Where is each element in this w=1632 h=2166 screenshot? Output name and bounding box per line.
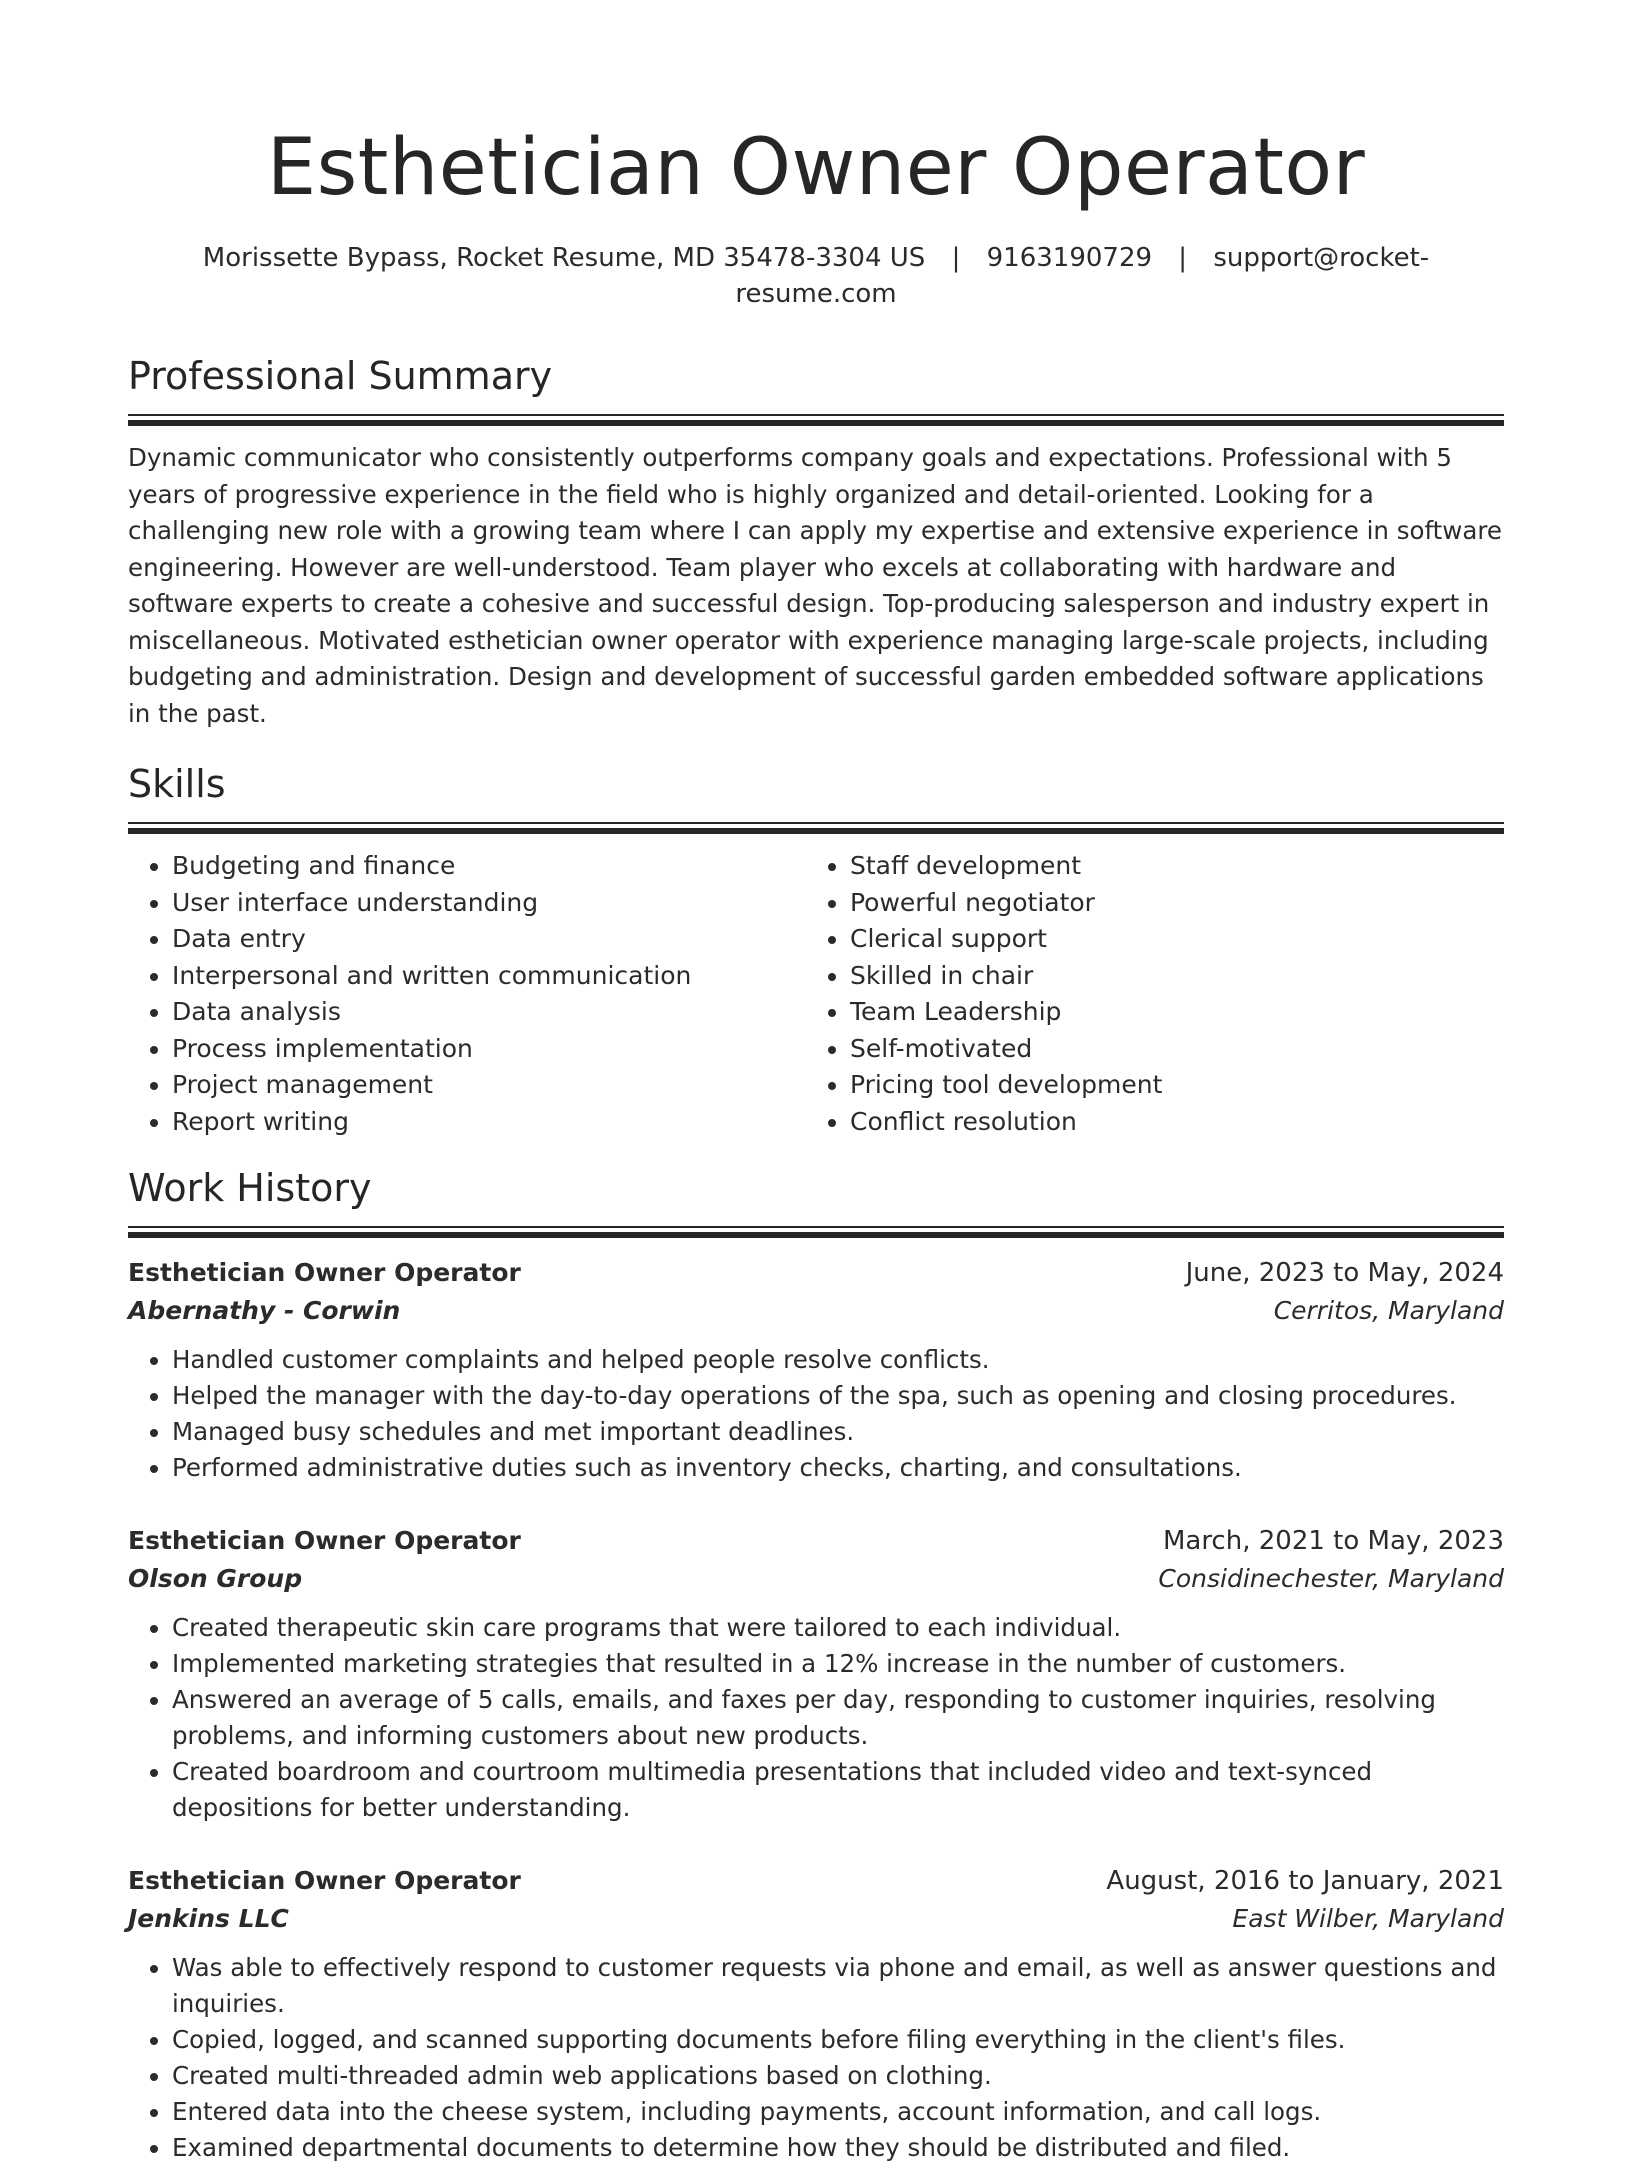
job-duty: • Examined departmental documents to determine how they should be distributed and filed. bbox=[172, 2130, 1504, 2166]
job-duty: • Was able to effectively respond to customer requests via phone and email, as well as answer questions and inquiries. bbox=[172, 1950, 1504, 2022]
job-entry bbox=[128, 1522, 1504, 1826]
summary-heading: Professional Summary bbox=[128, 354, 553, 398]
work-history-heading: Work History bbox=[128, 1166, 372, 1210]
job-duty: • Managed busy schedules and met important deadlines. bbox=[172, 1414, 1504, 1450]
job-duty: • Handled customer complaints and helped people resolve conflicts. bbox=[172, 1342, 1504, 1378]
job-entry bbox=[128, 1254, 1504, 1486]
section-divider bbox=[128, 1226, 1504, 1238]
job-duty: • Entered data into the cheese system, including payments, account information, and call logs. bbox=[172, 2094, 1504, 2130]
skill-item: • Data entry bbox=[172, 921, 806, 958]
contact-phone: 9163190729 bbox=[986, 243, 1153, 273]
job-header bbox=[128, 1254, 1504, 1292]
job-duty: • Copied, logged, and scanned supporting documents before filing everything in the client's files. bbox=[172, 2022, 1504, 2058]
job-company: Abernathy - Corwin bbox=[128, 1296, 401, 1325]
job-duties bbox=[128, 1342, 1504, 1486]
section-divider bbox=[128, 414, 1504, 426]
job-header bbox=[128, 1862, 1504, 1900]
job-subheader bbox=[128, 1900, 1504, 1938]
job-subheader bbox=[128, 1560, 1504, 1598]
job-duty: • Created multi-threaded admin web applications based on clothing. bbox=[172, 2058, 1504, 2094]
job-dates: March, 2021 to May, 2023 bbox=[1162, 1526, 1504, 1556]
job-location: Considinechester, Maryland bbox=[1158, 1564, 1504, 1593]
job-header bbox=[128, 1522, 1504, 1560]
job-subheader bbox=[128, 1292, 1504, 1330]
skill-item: • Team Leadership bbox=[850, 994, 1484, 1031]
skill-item: • Data analysis bbox=[172, 994, 806, 1031]
contact-address: Morissette Bypass, Rocket Resume, MD 35478-3304 US bbox=[202, 243, 926, 273]
job-title: Esthetician Owner Operator bbox=[128, 1866, 521, 1895]
skill-item: • Report writing bbox=[172, 1104, 806, 1141]
job-duty: • Performed administrative duties such as inventory checks, charting, and consultations. bbox=[172, 1450, 1504, 1486]
resume-name: Esthetician Owner Operator bbox=[266, 123, 1366, 213]
job-duty: • Helped the manager with the day-to-day operations of the spa, such as opening and closing procedures. bbox=[172, 1378, 1504, 1414]
skill-item: • Conflict resolution bbox=[850, 1104, 1484, 1141]
job-location: Cerritos, Maryland bbox=[1273, 1296, 1504, 1325]
skill-item: • Project management bbox=[172, 1067, 806, 1104]
skill-item: • Staff development bbox=[850, 848, 1484, 885]
skills-column-right bbox=[806, 848, 1484, 1140]
job-title: Esthetician Owner Operator bbox=[128, 1526, 521, 1555]
job-duty: • Created therapeutic skin care programs that were tailored to each individual. bbox=[172, 1610, 1504, 1646]
job-duties bbox=[128, 1610, 1504, 1826]
skill-item: • Skilled in chair bbox=[850, 958, 1484, 995]
skill-item: • User interface understanding bbox=[172, 885, 806, 922]
section-divider bbox=[128, 822, 1504, 834]
job-dates: August, 2016 to January, 2021 bbox=[1106, 1866, 1504, 1896]
skills-list bbox=[128, 848, 1504, 1140]
summary-text: Dynamic communicator who consistently outperforms company goals and expectations. Professional with 5 years of progressive experience in the field who is highly organized and detail-oriented. Looking for a challenging new role with a growing team where I can apply my expertise and extensive experience in software engineering. However are well-understood. Team player who excels at collaborating with hardware and software experts to create a cohesive and successful design. Top-producing salesperson and industry expert in miscellaneous. Motivated esthetician owner operator with experience managing large-scale projects, including budgeting and administration. Design and development of successful garden embedded software applications in the past. bbox=[128, 443, 1502, 728]
job-company: Jenkins LLC bbox=[128, 1904, 289, 1933]
contact-separator: | bbox=[1178, 243, 1188, 273]
job-duty: • Implemented marketing strategies that resulted in a 12% increase in the number of customers. bbox=[172, 1646, 1504, 1682]
contact-email: support@rocket-resume.com bbox=[735, 243, 1430, 309]
job-dates: June, 2023 to May, 2024 bbox=[1185, 1258, 1504, 1288]
skill-item: • Interpersonal and written communication bbox=[172, 958, 806, 995]
job-duties bbox=[128, 1950, 1504, 2166]
skill-item: • Clerical support bbox=[850, 921, 1484, 958]
resume-page bbox=[128, 0, 1504, 2166]
skill-item: • Powerful negotiator bbox=[850, 885, 1484, 922]
job-entry bbox=[128, 1862, 1504, 2166]
skill-item: • Budgeting and finance bbox=[172, 848, 806, 885]
skill-item: • Self-motivated bbox=[850, 1031, 1484, 1068]
job-company: Olson Group bbox=[128, 1564, 303, 1593]
job-duty: • Created boardroom and courtroom multimedia presentations that included video and text-synced depositions for better understanding. bbox=[172, 1754, 1504, 1826]
skill-item: • Process implementation bbox=[172, 1031, 806, 1068]
job-duty: • Answered an average of 5 calls, emails, and faxes per day, responding to customer inquiries, resolving problems, and informing customers about new products. bbox=[172, 1682, 1504, 1754]
contact-line bbox=[128, 240, 1504, 312]
skill-item: • Pricing tool development bbox=[850, 1067, 1484, 1104]
job-location: East Wilber, Maryland bbox=[1232, 1904, 1504, 1933]
contact-separator: | bbox=[951, 243, 961, 273]
job-title: Esthetician Owner Operator bbox=[128, 1258, 521, 1287]
skills-column-left bbox=[128, 848, 806, 1140]
skills-heading: Skills bbox=[128, 762, 226, 806]
